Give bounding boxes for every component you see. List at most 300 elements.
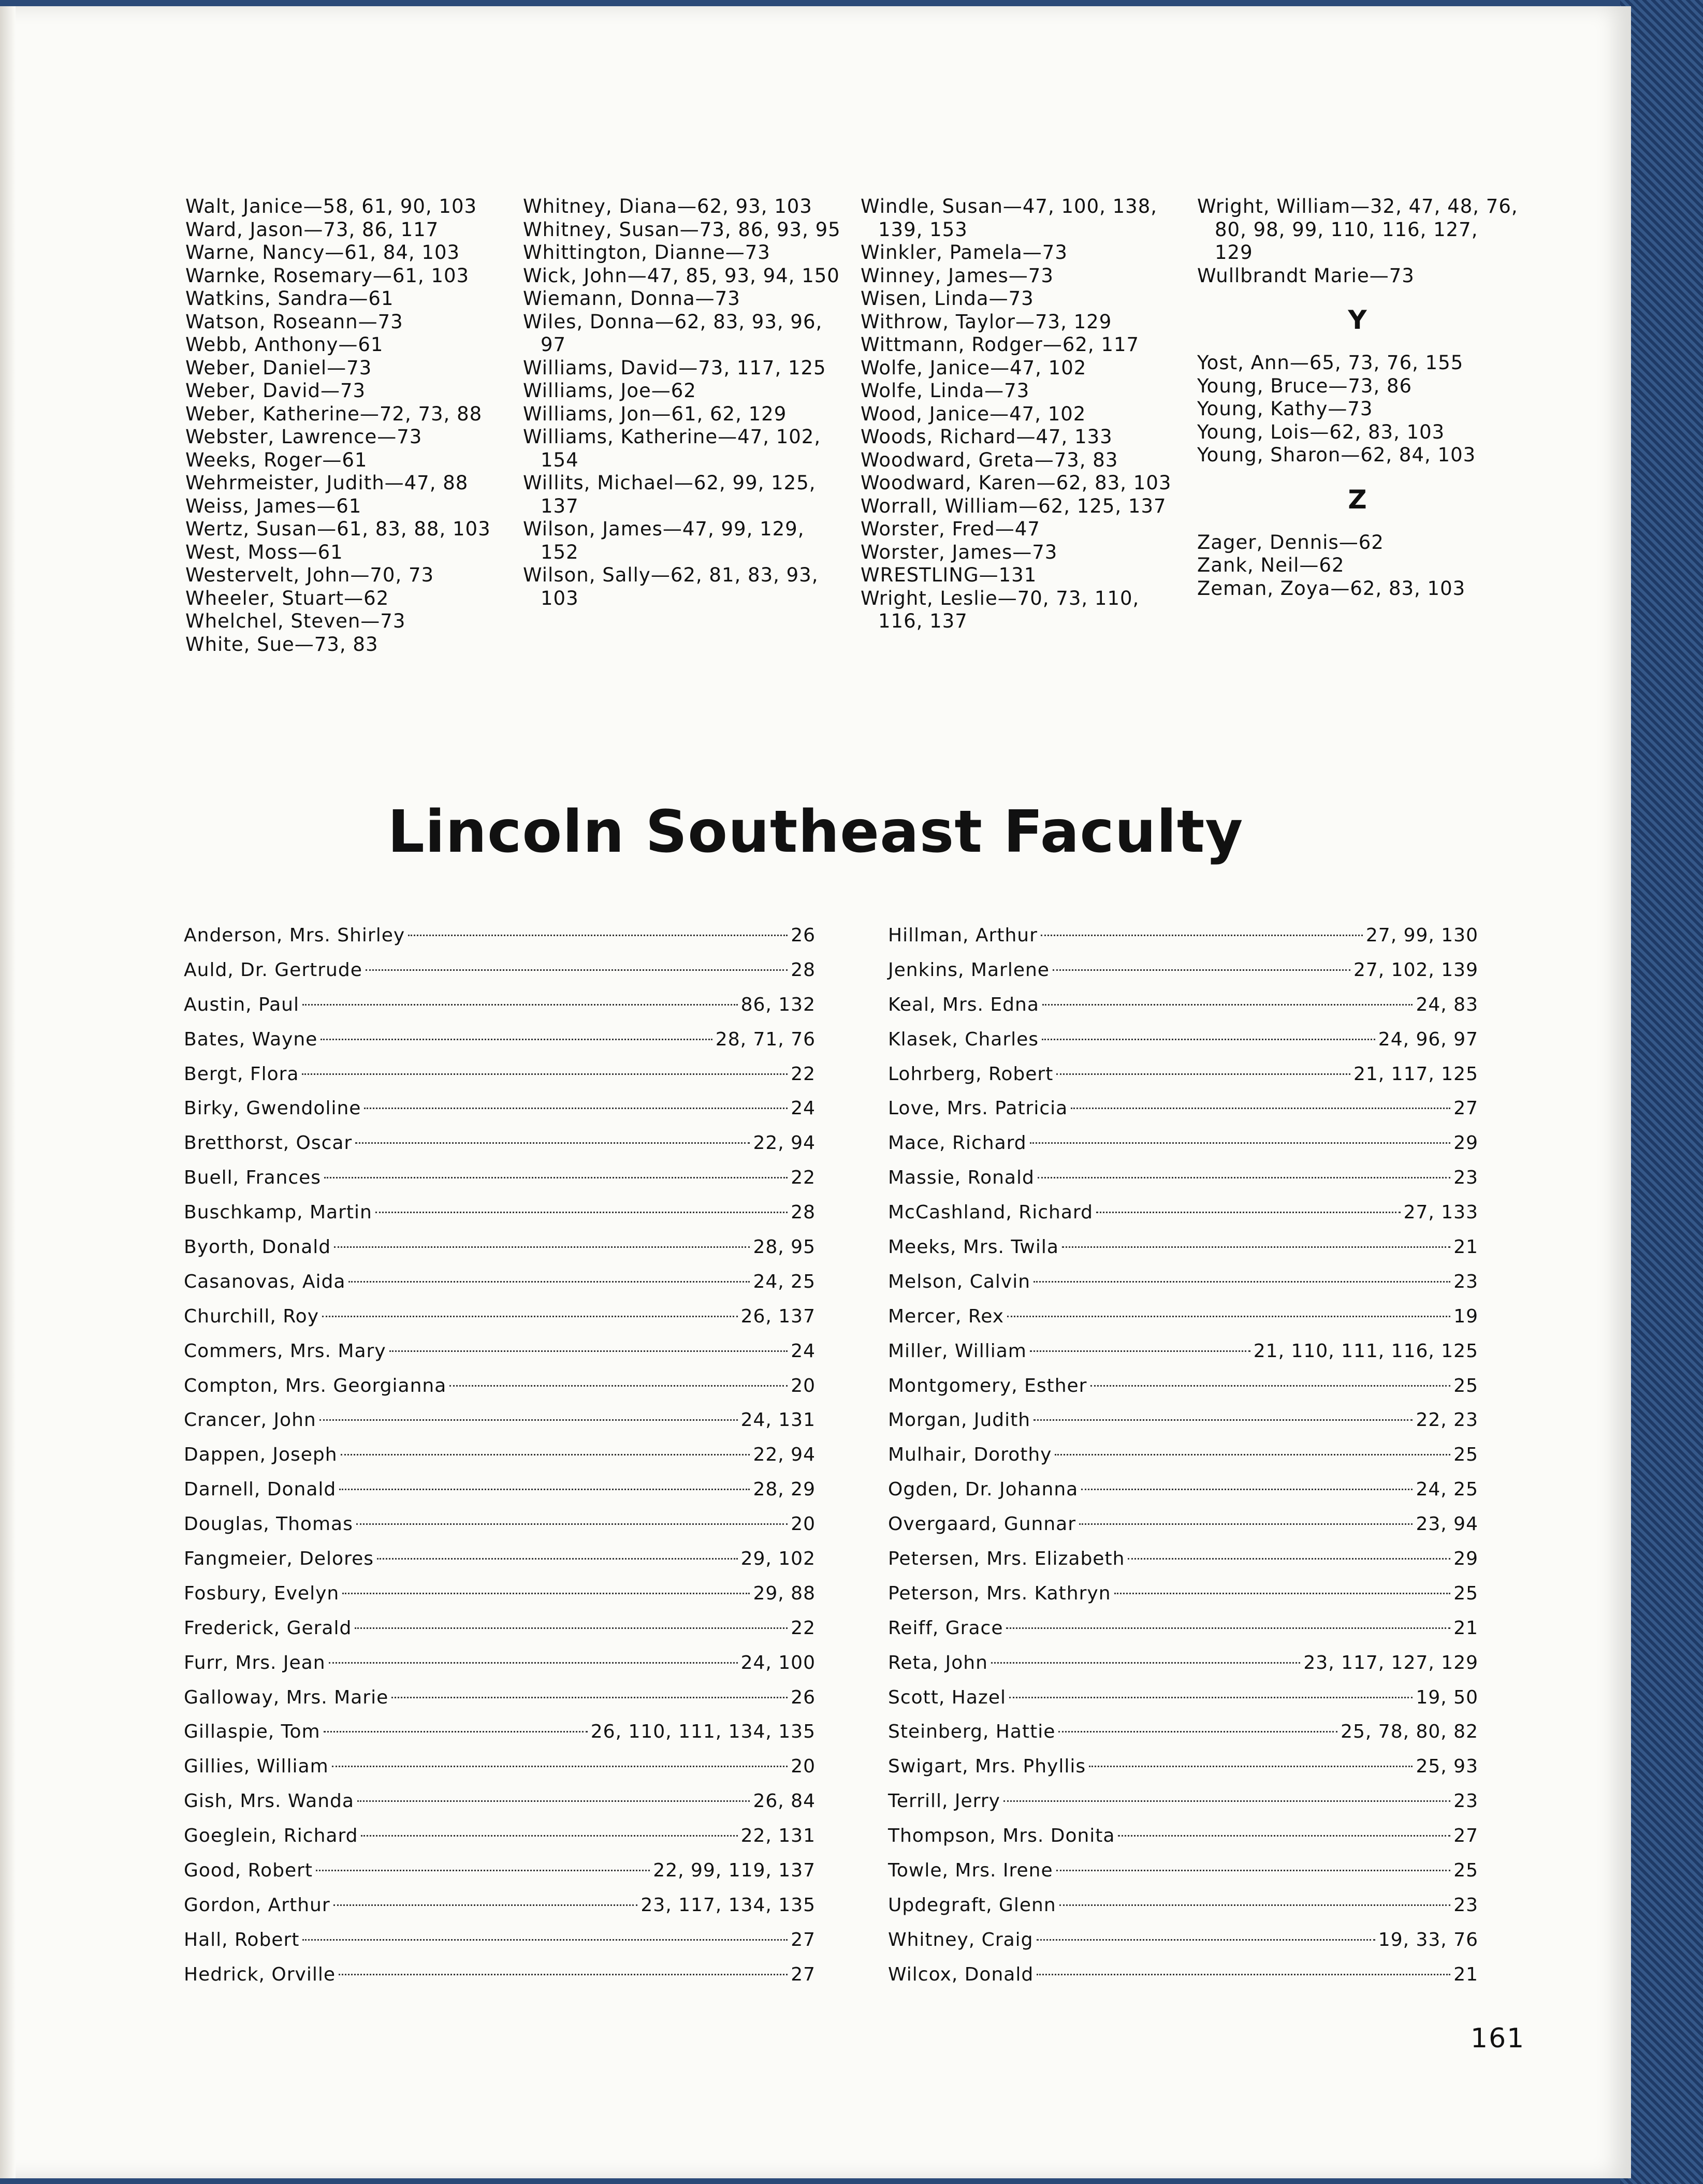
faculty-pages: 28 [791, 959, 816, 981]
index-entry: Zeman, Zoya—62, 83, 103 [1197, 577, 1466, 600]
faculty-pages: 24, 25 [753, 1271, 816, 1292]
student-index-column-2 [523, 195, 844, 610]
dot-leader [1058, 1731, 1337, 1732]
faculty-pages: 29 [1453, 1132, 1478, 1154]
index-entry: Young, Bruce—73, 86 [1197, 374, 1413, 397]
faculty-name: Thompson, Mrs. Donita [888, 1825, 1115, 1847]
dot-leader [1114, 1593, 1451, 1594]
faculty-row [888, 1577, 1478, 1611]
dot-leader [1079, 1523, 1413, 1525]
faculty-name: Overgaard, Gunnar [888, 1513, 1076, 1535]
faculty-row [184, 1958, 816, 1992]
index-entry: WRESTLING—131 [861, 564, 1037, 586]
index-entry: Winkler, Pamela—73 [861, 241, 1068, 264]
index-entry: Weber, Katherine—72, 73, 88 [185, 402, 483, 425]
faculty-name: Montgomery, Esther [888, 1375, 1087, 1396]
dot-leader [341, 1454, 750, 1455]
index-entry: Williams, Katherine—47, 102, 154 [523, 426, 821, 471]
faculty-row [184, 1854, 816, 1888]
faculty-row [184, 1369, 816, 1404]
faculty-pages: 27 [791, 1929, 816, 1950]
faculty-pages: 25 [1453, 1375, 1478, 1396]
faculty-name: Gillaspie, Tom [184, 1721, 321, 1743]
faculty-row [888, 1369, 1478, 1404]
faculty-name: Byorth, Donald [184, 1236, 331, 1258]
faculty-pages: 29, 88 [753, 1582, 816, 1604]
faculty-row [184, 1300, 816, 1334]
faculty-name: Gillies, William [184, 1756, 329, 1778]
index-entry: Wilson, James—47, 99, 129, 152 [523, 518, 805, 563]
index-entry: Wolfe, Linda—73 [861, 380, 1030, 402]
faculty-row [888, 1403, 1478, 1438]
faculty-pages: 24, 100 [740, 1652, 816, 1673]
faculty-row [888, 1334, 1478, 1369]
dot-leader [333, 1904, 638, 1906]
index-entry: Warne, Nancy—61, 84, 103 [185, 241, 460, 264]
faculty-row [888, 1646, 1478, 1681]
dot-leader [302, 1939, 788, 1941]
faculty-row [184, 919, 816, 953]
faculty-name: Bretthorst, Oscar [184, 1132, 353, 1154]
dot-leader [449, 1385, 788, 1387]
faculty-pages: 27, 133 [1403, 1202, 1478, 1224]
dot-leader [339, 1489, 750, 1490]
index-entry: Warnke, Rosemary—61, 103 [185, 264, 470, 287]
faculty-name: Swigart, Mrs. Phyllis [888, 1756, 1086, 1778]
faculty-row [888, 1473, 1478, 1507]
faculty-pages: 26, 110, 111, 134, 135 [590, 1721, 816, 1743]
dot-leader [1009, 1697, 1413, 1698]
faculty-name: Peterson, Mrs. Kathryn [888, 1582, 1111, 1604]
index-entry: Wheeler, Stuart—62 [185, 587, 389, 609]
faculty-row [888, 1265, 1478, 1300]
faculty-name: Jenkins, Marlene [888, 959, 1050, 981]
index-entry: Whitney, Diana—62, 93, 103 [523, 195, 812, 217]
dot-leader [339, 1974, 788, 1975]
dot-leader [332, 1766, 788, 1767]
faculty-name: Hedrick, Orville [184, 1963, 336, 1985]
faculty-pages: 27 [1453, 1098, 1478, 1119]
index-entry: Young, Kathy—73 [1197, 398, 1373, 420]
faculty-row [184, 1091, 816, 1126]
faculty-row [184, 1126, 816, 1161]
index-entry: Wright, William—32, 47, 48, 76, 80, 98, 99, 110, 116, 127, 129 [1197, 195, 1518, 264]
index-entry: Worster, James—73 [861, 541, 1058, 563]
faculty-name: Melson, Calvin [888, 1271, 1031, 1292]
faculty-row [888, 1923, 1478, 1958]
index-entry: Whelchel, Steven—73 [185, 610, 406, 632]
index-entry: Weber, David—73 [185, 380, 366, 402]
faculty-name: Galloway, Mrs. Marie [184, 1686, 389, 1708]
faculty-row [184, 1403, 816, 1438]
dot-leader [321, 1039, 712, 1040]
page-number: 161 [1471, 2023, 1525, 2054]
faculty-name: Douglas, Thomas [184, 1513, 353, 1535]
dot-leader [389, 1350, 788, 1352]
faculty-name: Whitney, Craig [888, 1929, 1034, 1950]
index-entry: Wiles, Donna—62, 83, 93, 96, 97 [523, 310, 823, 356]
book-cover-edge [1620, 0, 1703, 2184]
dot-leader [1006, 1627, 1450, 1629]
index-entry: Wick, John—47, 85, 93, 94, 150 [523, 264, 840, 287]
dot-leader [1034, 1281, 1450, 1283]
faculty-row [184, 953, 816, 988]
faculty-pages: 21 [1453, 1963, 1478, 1985]
faculty-name: Anderson, Mrs. Shirley [184, 925, 405, 946]
faculty-pages: 19 [1453, 1305, 1478, 1327]
faculty-pages: 24 [791, 1098, 816, 1119]
index-entry: Webb, Anthony—61 [185, 333, 384, 356]
faculty-pages: 24 [791, 1340, 816, 1362]
faculty-pages: 22 [791, 1167, 816, 1189]
faculty-name: Casanovas, Aida [184, 1271, 346, 1292]
faculty-section-title: Lincoln Southeast Faculty [387, 798, 1244, 866]
index-entry: Wisen, Linda—73 [861, 287, 1034, 310]
index-entry: Young, Sharon—62, 84, 103 [1197, 444, 1476, 466]
index-entry: Wittmann, Rodger—62, 117 [861, 333, 1140, 356]
dot-leader [361, 1835, 737, 1837]
faculty-name: Gordon, Arthur [184, 1894, 330, 1916]
faculty-name: Mace, Richard [888, 1132, 1027, 1154]
page-gutter [0, 6, 16, 2178]
faculty-row [184, 1888, 816, 1923]
index-entry: Watson, Roseann—73 [185, 310, 403, 333]
dot-leader [322, 1316, 738, 1317]
faculty-name: Bergt, Flora [184, 1063, 299, 1085]
index-entry: Weber, Daniel—73 [185, 356, 372, 379]
faculty-pages: 22, 99, 119, 137 [653, 1860, 816, 1882]
faculty-list-right [888, 919, 1478, 1992]
index-entry: Whitney, Susan—73, 86, 93, 95 [523, 218, 841, 241]
faculty-row [184, 1057, 816, 1092]
index-entry: Whittington, Dianne—73 [523, 241, 770, 264]
dot-leader [1037, 1974, 1450, 1975]
index-entry: Zank, Neil—62 [1197, 554, 1345, 576]
faculty-name: Good, Robert [184, 1860, 313, 1882]
faculty-name: Morgan, Judith [888, 1409, 1031, 1431]
faculty-name: McCashland, Richard [888, 1202, 1093, 1224]
faculty-name: Mercer, Rex [888, 1305, 1005, 1327]
index-entry: Wilson, Sally—62, 81, 83, 93, 103 [523, 564, 819, 609]
faculty-pages: 28, 29 [753, 1479, 816, 1501]
faculty-row [184, 1923, 816, 1958]
faculty-name: Petersen, Mrs. Elizabeth [888, 1548, 1125, 1570]
faculty-pages: 26 [791, 1686, 816, 1708]
faculty-pages: 23 [1453, 1894, 1478, 1916]
faculty-name: Crancer, John [184, 1409, 316, 1431]
faculty-row [184, 1230, 816, 1265]
index-entry: Weiss, James—61 [185, 494, 362, 517]
index-entry: Williams, Jon—61, 62, 129 [523, 402, 787, 425]
faculty-pages: 25 [1453, 1444, 1478, 1466]
index-letter-heading: Z [1348, 484, 1367, 515]
faculty-pages: 23, 117, 134, 135 [641, 1894, 816, 1916]
faculty-row [888, 1888, 1478, 1923]
index-entry: Winney, James—73 [861, 264, 1054, 287]
dot-leader [316, 1870, 650, 1871]
index-entry: Walt, Janice—58, 61, 90, 103 [185, 195, 477, 217]
faculty-row [184, 1784, 816, 1819]
dot-leader [1030, 1350, 1250, 1352]
faculty-name: Lohrberg, Robert [888, 1063, 1054, 1085]
faculty-name: Massie, Ronald [888, 1167, 1035, 1189]
faculty-name: Reiff, Grace [888, 1617, 1003, 1639]
index-entry: White, Sue—73, 83 [185, 633, 379, 656]
index-entry: Wolfe, Janice—47, 102 [861, 356, 1087, 379]
faculty-name: Auld, Dr. Gertrude [184, 959, 362, 981]
faculty-name: Fangmeier, Delores [184, 1548, 374, 1570]
faculty-name: Mulhair, Dorothy [888, 1444, 1052, 1466]
dot-leader [302, 1073, 788, 1075]
index-entry: Woodward, Greta—73, 83 [861, 448, 1118, 471]
index-entry: Young, Lois—62, 83, 103 [1197, 420, 1445, 443]
faculty-pages: 26, 137 [740, 1305, 816, 1327]
index-entry: Wehrmeister, Judith—47, 88 [185, 472, 469, 494]
faculty-row [888, 1681, 1478, 1715]
faculty-pages: 20 [791, 1756, 816, 1778]
faculty-name: Hillman, Arthur [888, 925, 1038, 946]
faculty-name: Frederick, Gerald [184, 1617, 352, 1639]
dot-leader [991, 1662, 1301, 1664]
dot-leader [1041, 935, 1363, 936]
faculty-name: Meeks, Mrs. Twila [888, 1236, 1059, 1258]
faculty-pages: 25, 78, 80, 82 [1341, 1721, 1478, 1743]
faculty-row [888, 1819, 1478, 1854]
dot-leader [377, 1558, 738, 1560]
faculty-row [888, 1784, 1478, 1819]
dot-leader [391, 1697, 788, 1698]
faculty-pages: 22, 94 [753, 1132, 816, 1154]
faculty-pages: 23 [1453, 1271, 1478, 1292]
index-entry: Watkins, Sandra—61 [185, 287, 394, 310]
dot-leader [1096, 1212, 1401, 1213]
index-entry: Willits, Michael—62, 99, 125, 137 [523, 472, 816, 517]
index-entry: Wertz, Susan—61, 83, 88, 103 [185, 518, 491, 540]
faculty-name: Furr, Mrs. Jean [184, 1652, 326, 1673]
faculty-name: Austin, Paul [184, 994, 299, 1015]
dot-leader [1071, 1108, 1450, 1109]
dot-leader [1090, 1385, 1451, 1387]
student-index-column-3 [861, 195, 1182, 633]
dot-leader [1030, 1142, 1451, 1144]
faculty-row [184, 1750, 816, 1784]
faculty-pages: 23, 117, 127, 129 [1303, 1652, 1478, 1673]
faculty-row [888, 1300, 1478, 1334]
dot-leader [1055, 1454, 1450, 1455]
faculty-name: Steinberg, Hattie [888, 1721, 1056, 1743]
faculty-pages: 25 [1453, 1860, 1478, 1882]
index-entry: Westervelt, John—70, 73 [185, 564, 434, 586]
faculty-pages: 22, 94 [753, 1444, 816, 1466]
dot-leader [1081, 1489, 1413, 1490]
faculty-name: Klasek, Charles [888, 1028, 1039, 1050]
index-entry: Worster, Fred—47 [861, 518, 1040, 540]
faculty-list-left [184, 919, 816, 1992]
dot-leader [334, 1246, 750, 1248]
index-entry: Williams, Joe—62 [523, 380, 696, 402]
index-entry: West, Moss—61 [185, 541, 343, 563]
faculty-pages: 25 [1453, 1582, 1478, 1604]
faculty-name: Hall, Robert [184, 1929, 300, 1950]
index-entry: Woods, Richard—47, 133 [861, 426, 1113, 448]
faculty-row [888, 1507, 1478, 1542]
faculty-row [888, 988, 1478, 1023]
faculty-pages: 28, 95 [753, 1236, 816, 1258]
faculty-pages: 20 [791, 1513, 816, 1535]
index-entry: Yost, Ann—65, 73, 76, 155 [1197, 352, 1464, 374]
faculty-name: Scott, Hazel [888, 1686, 1006, 1708]
index-entry: Zager, Dennis—62 [1197, 531, 1384, 554]
faculty-name: Bates, Wayne [184, 1028, 318, 1050]
index-entry: Woodward, Karen—62, 83, 103 [861, 472, 1172, 494]
index-entry: Windle, Susan—47, 100, 138, 139, 153 [861, 195, 1158, 241]
faculty-pages: 29 [1453, 1548, 1478, 1570]
dot-leader [1003, 1800, 1450, 1802]
faculty-pages: 24, 131 [740, 1409, 816, 1431]
faculty-pages: 21, 117, 125 [1353, 1063, 1478, 1085]
dot-leader [324, 1177, 788, 1178]
dot-leader [1034, 1419, 1413, 1421]
faculty-name: Reta, John [888, 1652, 988, 1673]
dot-leader [302, 1004, 738, 1006]
faculty-pages: 27, 99, 130 [1365, 925, 1478, 946]
faculty-pages: 28, 71, 76 [715, 1028, 816, 1050]
dot-leader [357, 1800, 750, 1802]
faculty-name: Wilcox, Donald [888, 1963, 1034, 1985]
index-entry: Wright, Leslie—70, 73, 110, 116, 137 [861, 587, 1140, 632]
faculty-pages: 21 [1453, 1617, 1478, 1639]
faculty-row [184, 1438, 816, 1473]
faculty-row [888, 1057, 1478, 1092]
faculty-name: Keal, Mrs. Edna [888, 994, 1039, 1015]
faculty-row [184, 1715, 816, 1750]
faculty-name: Commers, Mrs. Mary [184, 1340, 386, 1362]
dot-leader [329, 1662, 738, 1664]
index-entry: Weeks, Roger—61 [185, 448, 368, 471]
faculty-name: Buschkamp, Martin [184, 1202, 372, 1224]
faculty-name: Towle, Mrs. Irene [888, 1860, 1053, 1882]
faculty-name: Updegraft, Glenn [888, 1894, 1056, 1916]
dot-leader [355, 1142, 750, 1144]
dot-leader [1118, 1835, 1450, 1837]
faculty-pages: 26 [791, 925, 816, 946]
faculty-name: Gish, Mrs. Wanda [184, 1790, 354, 1812]
faculty-name: Miller, William [888, 1340, 1027, 1362]
faculty-name: Compton, Mrs. Georgianna [184, 1375, 447, 1396]
faculty-row [184, 1577, 816, 1611]
faculty-pages: 22 [791, 1617, 816, 1639]
faculty-row [888, 919, 1478, 953]
dot-leader [324, 1731, 588, 1732]
dot-leader [1038, 1177, 1450, 1178]
faculty-row [184, 1611, 816, 1646]
dot-leader [342, 1593, 750, 1594]
faculty-name: Ogden, Dr. Johanna [888, 1479, 1079, 1501]
dot-leader [1042, 1004, 1413, 1006]
faculty-row [888, 1230, 1478, 1265]
dot-leader [1056, 1870, 1451, 1871]
faculty-pages: 29, 102 [740, 1548, 816, 1570]
dot-leader [356, 1523, 788, 1525]
faculty-pages: 22 [791, 1063, 816, 1085]
faculty-row [184, 1161, 816, 1196]
faculty-row [184, 1265, 816, 1300]
faculty-row [888, 1958, 1478, 1992]
dot-leader [1062, 1246, 1450, 1248]
faculty-pages: 19, 33, 76 [1378, 1929, 1478, 1950]
faculty-name: Love, Mrs. Patricia [888, 1098, 1068, 1119]
faculty-name: Dappen, Joseph [184, 1444, 338, 1466]
index-letter-heading: Y [1348, 305, 1367, 335]
dot-leader [366, 969, 788, 971]
student-index-column-1 [185, 195, 506, 656]
dot-leader [348, 1281, 750, 1283]
dot-leader [355, 1627, 788, 1629]
faculty-row [184, 1681, 816, 1715]
dot-leader [1042, 1039, 1375, 1040]
faculty-row [888, 1023, 1478, 1057]
faculty-pages: 22, 131 [740, 1825, 816, 1847]
dot-leader [1053, 969, 1350, 971]
dot-leader [408, 935, 788, 936]
faculty-row [888, 1438, 1478, 1473]
faculty-row [184, 988, 816, 1023]
faculty-row [888, 953, 1478, 988]
faculty-row [184, 1023, 816, 1057]
faculty-pages: 23 [1453, 1167, 1478, 1189]
faculty-row [184, 1819, 816, 1854]
faculty-name: Birky, Gwendoline [184, 1098, 361, 1119]
faculty-pages: 24, 96, 97 [1378, 1028, 1478, 1050]
yearbook-page [0, 6, 1631, 2178]
dot-leader [1007, 1316, 1450, 1317]
dot-leader [375, 1212, 788, 1213]
faculty-name: Goeglein, Richard [184, 1825, 358, 1847]
faculty-row [888, 1611, 1478, 1646]
faculty-row [888, 1854, 1478, 1888]
faculty-pages: 23 [1453, 1790, 1478, 1812]
faculty-row [184, 1196, 816, 1230]
dot-leader [319, 1419, 738, 1421]
faculty-pages: 86, 132 [740, 994, 816, 1015]
faculty-row [888, 1126, 1478, 1161]
index-entry: Wullbrandt Marie—73 [1197, 264, 1415, 287]
faculty-row [888, 1715, 1478, 1750]
faculty-pages: 22, 23 [1416, 1409, 1478, 1431]
index-entry: Williams, David—73, 117, 125 [523, 356, 826, 379]
faculty-pages: 23, 94 [1416, 1513, 1478, 1535]
faculty-row [888, 1196, 1478, 1230]
dot-leader [364, 1108, 788, 1109]
faculty-pages: 20 [791, 1375, 816, 1396]
faculty-pages: 27 [1453, 1825, 1478, 1847]
index-entry: Wood, Janice—47, 102 [861, 402, 1086, 425]
index-entry: Ward, Jason—73, 86, 117 [185, 218, 439, 241]
faculty-pages: 27 [791, 1963, 816, 1985]
dot-leader [1089, 1766, 1413, 1767]
faculty-pages: 26, 84 [753, 1790, 816, 1812]
student-index-column-4 [1197, 195, 1518, 600]
faculty-pages: 24, 25 [1416, 1479, 1478, 1501]
faculty-name: Darnell, Donald [184, 1479, 337, 1501]
faculty-row [184, 1542, 816, 1577]
dot-leader [1059, 1904, 1451, 1906]
dot-leader [1128, 1558, 1450, 1560]
faculty-row [888, 1161, 1478, 1196]
faculty-pages: 24, 83 [1416, 994, 1478, 1015]
index-entry: Webster, Lawrence—73 [185, 426, 423, 448]
index-entry: Withrow, Taylor—73, 129 [861, 310, 1112, 333]
